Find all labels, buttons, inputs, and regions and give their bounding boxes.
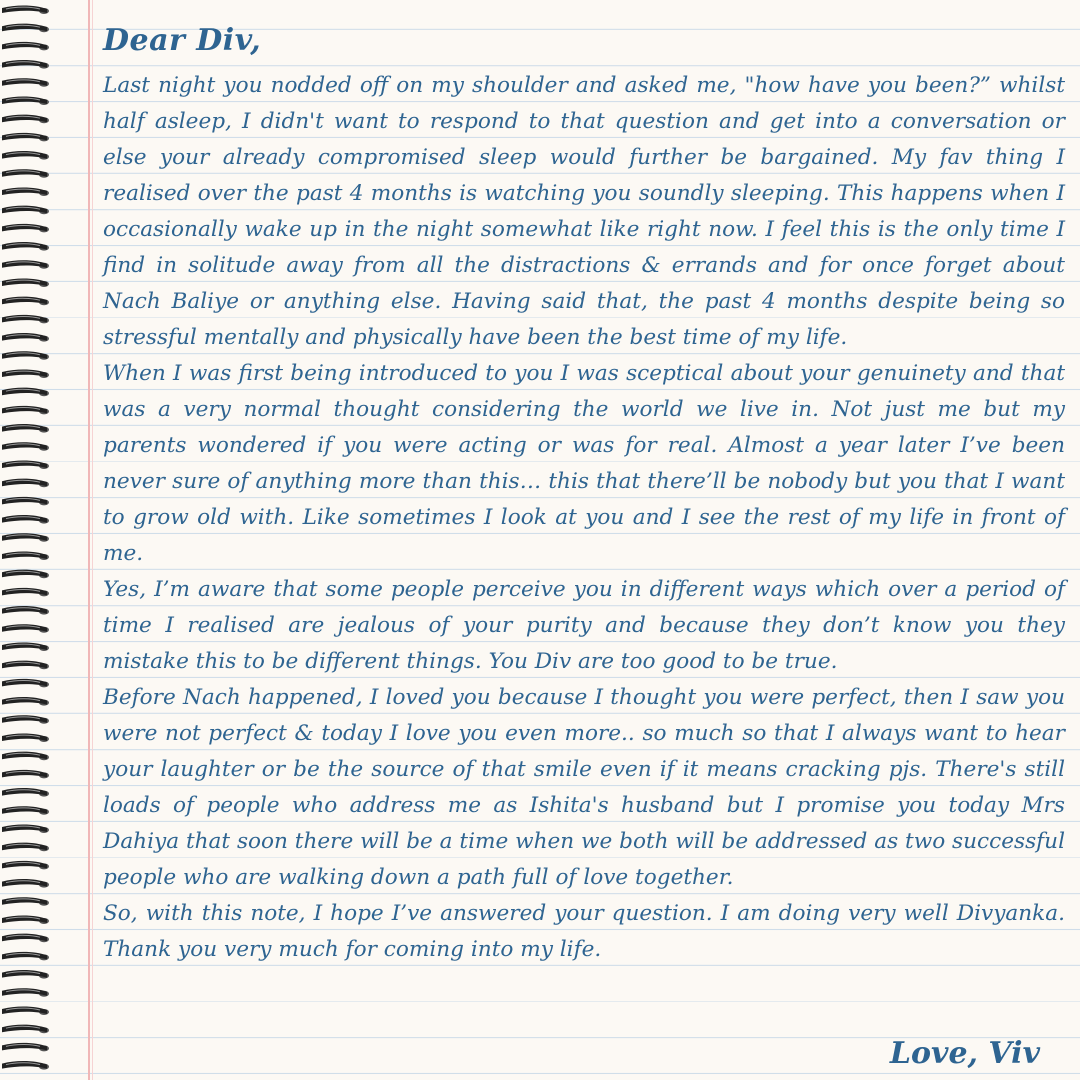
spiral-ring — [2, 533, 49, 542]
spiral-ring — [2, 752, 49, 761]
spiral-ring — [2, 260, 49, 269]
margin-line-secondary — [92, 0, 93, 1080]
spiral-ring — [2, 442, 49, 451]
spiral-ring — [2, 679, 49, 688]
spiral-ring — [2, 315, 49, 324]
paragraph-3: Yes, I’m aware that some people perceive you in different ways which over a period of time I realised are jealous of your purity and because they don’t know you they mistake this to be different things. You Div are too good to be true. — [103, 577, 1065, 674]
spiral-ring — [2, 1006, 49, 1015]
greeting: Dear Div, — [103, 23, 262, 58]
letter-body — [103, 18, 1065, 968]
spiral-ring — [2, 1061, 49, 1070]
spiral-ring — [2, 242, 49, 251]
spiral-ring — [2, 697, 49, 706]
spiral-ring — [2, 297, 49, 306]
spiral-ring — [2, 224, 49, 233]
spiral-ring — [2, 952, 49, 961]
spiral-ring — [2, 879, 49, 888]
spiral-ring — [2, 570, 49, 579]
spiral-ring — [2, 824, 49, 833]
spiral-ring — [2, 661, 49, 670]
spiral-ring — [2, 551, 49, 560]
spiral-ring — [2, 1025, 49, 1034]
signoff: Love, Viv — [889, 1036, 1040, 1071]
spiral-binding — [0, 0, 60, 1080]
spiral-ring — [2, 588, 49, 597]
spiral-ring — [2, 733, 49, 742]
spiral-ring — [2, 515, 49, 524]
paragraph-4: Before Nach happened, I loved you because I thought you were perfect, then I saw you were not perfect & today I love you even more.. so much so that I always want to hear your laughter or be the source of that smile even if it means cracking pjs. There's still loads of people who address me as Ishita's husband but I promise you today Mrs Dahiya that soon there will be a time when we both will be addressed as two successful people who are walking down a path full of love together. — [103, 685, 1065, 890]
spiral-ring — [2, 861, 49, 870]
spiral-ring — [2, 60, 49, 69]
spiral-ring — [2, 1043, 49, 1052]
spiral-ring — [2, 351, 49, 360]
spiral-ring — [2, 388, 49, 397]
spiral-ring — [2, 606, 49, 615]
spiral-ring — [2, 843, 49, 852]
margin-line — [88, 0, 90, 1080]
spiral-ring — [2, 715, 49, 724]
paragraph-1: Last night you nodded off on my shoulder and asked me, "how have you been?” whilst half asleep, I didn't want to respond to that question and get into a conversation or else your already compromised sleep would further be bargained. My fav thing I realised over the past 4 months is watching you soundly sleeping. This happens when I occasionally wake up in the night somewhat like right now. I feel this is the only time I find in solitude away from all the distractions & errands and for once forget about Nach Baliye or anything else. Having said that, the past 4 months despite being so stressful mentally and physically have been the best time of my life. — [103, 73, 1065, 350]
spiral-ring — [2, 5, 49, 14]
spiral-ring — [2, 151, 49, 160]
spiral-ring — [2, 642, 49, 651]
paragraph-5: So, with this note, I hope I’ve answered your question. I am doing very well Divyanka. Thank you very much for coming into my life. — [103, 901, 1065, 962]
spiral-ring — [2, 42, 49, 51]
spiral-ring — [2, 278, 49, 287]
spiral-ring — [2, 187, 49, 196]
spiral-ring — [2, 206, 49, 215]
spiral-ring — [2, 333, 49, 342]
spiral-ring — [2, 806, 49, 815]
spiral-ring — [2, 624, 49, 633]
spiral-ring — [2, 970, 49, 979]
spiral-ring — [2, 770, 49, 779]
spiral-ring — [2, 479, 49, 488]
spiral-ring — [2, 133, 49, 142]
spiral-ring — [2, 406, 49, 415]
spiral-ring — [2, 934, 49, 943]
spiral-ring — [2, 369, 49, 378]
spiral-ring — [2, 988, 49, 997]
spiral-ring — [2, 788, 49, 797]
paragraph-2: When I was first being introduced to you I was sceptical about your genuinety and that was a very normal thought considering the world we live in. Not just me but my parents wondered if you were acting or was for real. Almost a year later I’ve been never sure of anything more than this… this that there’ll be nobody but you that I want to grow old with. Like sometimes I look at you and I see the rest of my life in front of me. — [103, 361, 1065, 566]
spiral-ring — [2, 460, 49, 469]
spiral-ring — [2, 78, 49, 87]
spiral-ring — [2, 96, 49, 105]
spiral-ring — [2, 24, 49, 33]
spiral-ring — [2, 115, 49, 124]
spiral-ring — [2, 497, 49, 506]
spiral-ring — [2, 897, 49, 906]
spiral-ring — [2, 424, 49, 433]
spiral-ring — [2, 169, 49, 178]
spiral-ring — [2, 915, 49, 924]
